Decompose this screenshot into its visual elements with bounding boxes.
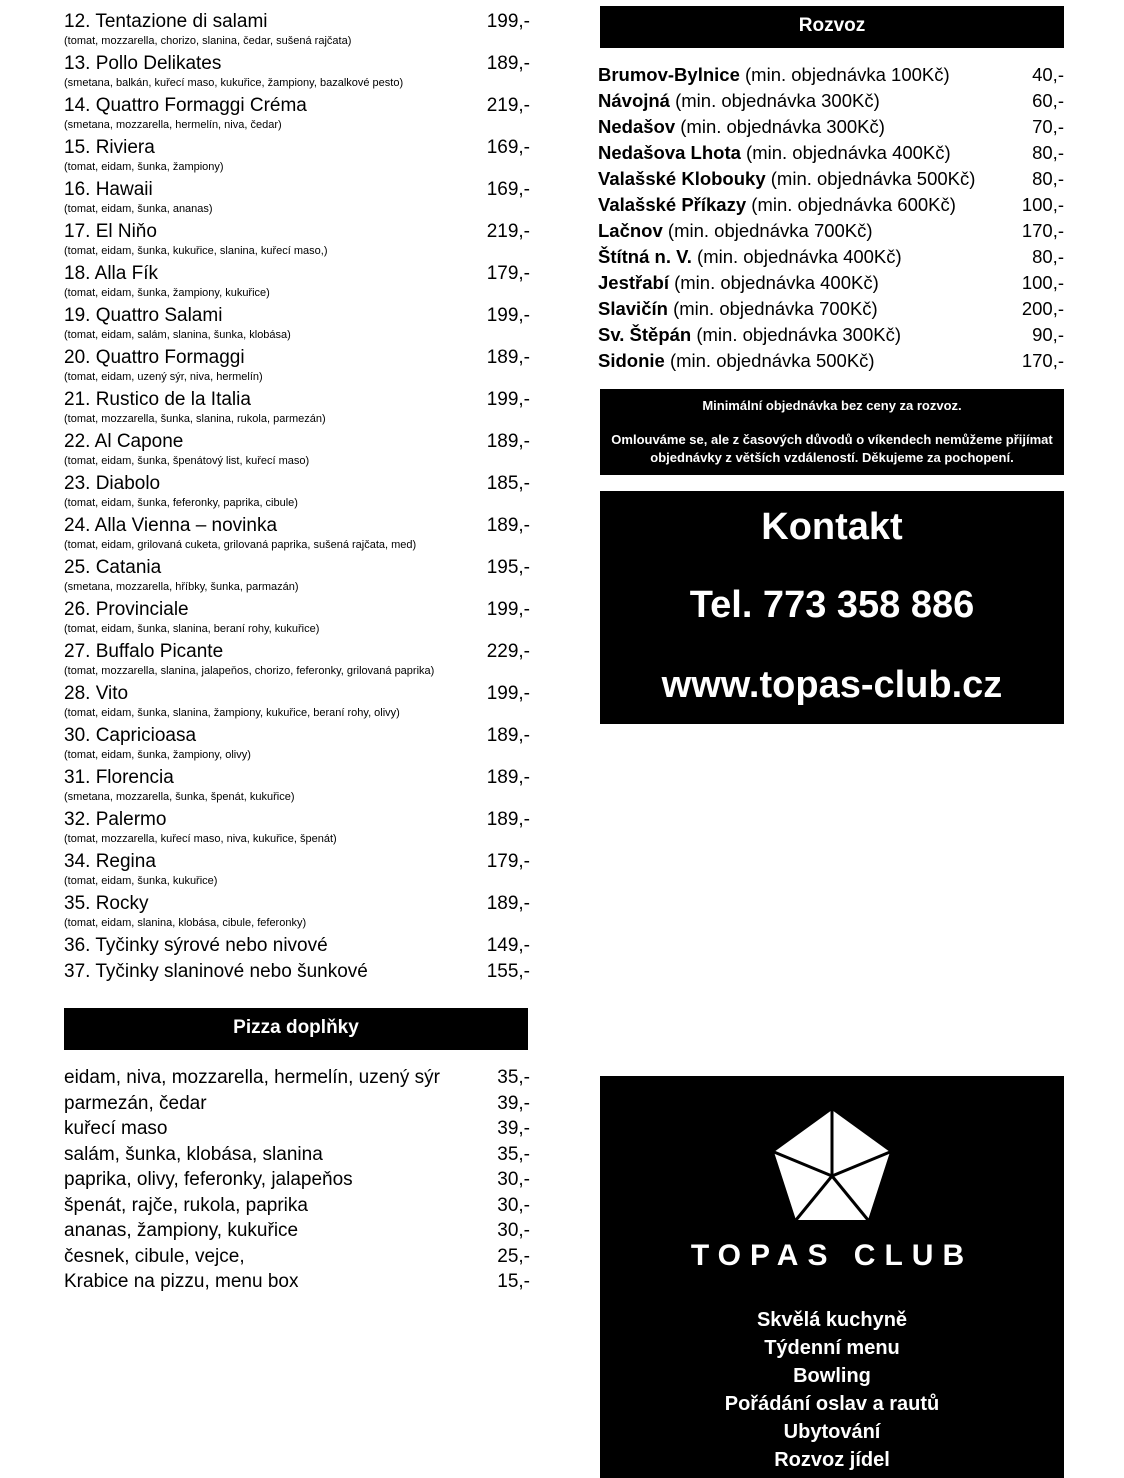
pizza-name: 24. Alla Vienna – novinka xyxy=(64,515,278,536)
zone-place: Jestřabí xyxy=(598,272,669,293)
pizza-item xyxy=(64,640,530,682)
note-line-1: Minimální objednávka bez ceny za rozvoz. xyxy=(702,398,962,413)
brand-box xyxy=(600,1076,1064,1478)
contact-title: Kontakt xyxy=(761,506,903,548)
pizza-price: 179,- xyxy=(486,263,530,284)
pizza-name: 28. Vito xyxy=(64,683,129,704)
delivery-note xyxy=(600,389,1064,475)
delivery-header xyxy=(600,6,1064,48)
extra-price: 15,- xyxy=(497,1271,530,1292)
zone-place: Sv. Štěpán xyxy=(598,324,692,345)
pizza-name: 20. Quattro Formaggi xyxy=(64,347,245,368)
extras-list xyxy=(64,1066,530,1296)
zone-minimum: (min. objednávka 600Kč) xyxy=(751,194,956,215)
pizza-ingredients: (tomat, eidam, šunka, žampiony, olivy) xyxy=(64,749,251,761)
zone-name xyxy=(598,218,873,244)
zone-price: 100,- xyxy=(1021,272,1064,293)
pizza-ingredients: (tomat, mozzarella, šunka, slanina, rukola, parmezán) xyxy=(64,413,326,425)
pizza-item xyxy=(64,808,530,850)
pizza-item xyxy=(64,178,530,220)
sticks-item xyxy=(64,934,530,960)
sticks-name: 36. Tyčinky sýrové nebo nivové xyxy=(64,935,328,956)
pizza-name: 18. Alla Fík xyxy=(64,263,158,284)
pizza-line xyxy=(64,304,530,328)
pizza-ingredients: (smetana, balkán, kuřecí maso, kukuřice, žampiony, bazalkové pesto) xyxy=(64,77,404,89)
extra-item xyxy=(64,1092,530,1118)
pizza-price: 189,- xyxy=(486,809,530,830)
pizza-ingredients: (tomat, eidam, šunka, žampiony) xyxy=(64,161,224,173)
zone-name xyxy=(598,348,875,374)
pizza-name: 17. El Niňo xyxy=(64,221,157,242)
pizza-item xyxy=(64,304,530,346)
zone-price: 200,- xyxy=(1021,298,1064,319)
pizza-name: 31. Florencia xyxy=(64,767,174,788)
note-line-2: Omlouváme se, ale z časových důvodů o víkendech nemůžeme přijímat xyxy=(611,432,1053,447)
pizza-price: 199,- xyxy=(486,389,530,410)
delivery-zone xyxy=(598,114,1064,140)
extra-name: česnek, cibule, vejce, xyxy=(64,1245,245,1267)
extra-item xyxy=(64,1066,530,1092)
pizza-line xyxy=(64,724,530,748)
zone-minimum: (min. objednávka 400Kč) xyxy=(674,272,879,293)
zone-price: 90,- xyxy=(1032,324,1064,345)
zone-name xyxy=(598,192,956,218)
pizza-item xyxy=(64,136,530,178)
delivery-zone xyxy=(598,244,1064,270)
pizza-line xyxy=(64,640,530,664)
pizza-price: 189,- xyxy=(486,893,530,914)
pizza-line xyxy=(64,388,530,412)
pizza-line xyxy=(64,892,530,916)
extra-item xyxy=(64,1245,530,1271)
sticks-price: 155,- xyxy=(486,961,530,982)
service-item: Skvělá kuchyně xyxy=(756,1309,908,1331)
pizza-line xyxy=(64,346,530,370)
delivery-zone xyxy=(598,218,1064,244)
pizza-price: 189,- xyxy=(486,347,530,368)
zone-name xyxy=(598,296,878,322)
delivery-zone xyxy=(598,296,1064,322)
pizza-line xyxy=(64,178,530,202)
pizza-name: 23. Diabolo xyxy=(64,473,161,494)
zone-place: Valašské Klobouky xyxy=(598,168,766,189)
extra-price: 39,- xyxy=(497,1092,530,1114)
delivery-title: Rozvoz xyxy=(798,15,866,36)
delivery-zone xyxy=(598,348,1064,374)
service-item: Rozvoz jídel xyxy=(774,1449,890,1471)
service-item: Pořádání oslav a rautů xyxy=(724,1393,940,1415)
service-item: Bowling xyxy=(793,1365,871,1387)
pizza-price: 185,- xyxy=(486,473,530,494)
zone-place: Sidonie xyxy=(598,350,665,371)
delivery-zone xyxy=(598,270,1064,296)
pizza-line xyxy=(64,556,530,580)
extra-name: ananas, žampiony, kukuřice xyxy=(64,1220,299,1241)
delivery-zone xyxy=(598,62,1064,88)
pizza-item xyxy=(64,346,530,388)
pizza-name: 35. Rocky xyxy=(64,893,149,914)
zone-price: 100,- xyxy=(1021,194,1064,215)
pizza-list xyxy=(64,10,530,934)
extra-price: 25,- xyxy=(497,1245,530,1267)
pizza-item xyxy=(64,10,530,52)
pizza-ingredients: (tomat, eidam, uzený sýr, niva, hermelín) xyxy=(64,371,263,383)
zone-price: 170,- xyxy=(1021,220,1064,241)
pizza-name: 14. Quattro Formaggi Créma xyxy=(64,95,307,116)
service-item: Ubytování xyxy=(783,1421,881,1443)
sticks-price: 149,- xyxy=(486,935,530,956)
pizza-line xyxy=(64,136,530,160)
delivery-zone xyxy=(598,88,1064,114)
extra-item xyxy=(64,1194,530,1220)
zone-place: Brumov-Bylnice xyxy=(598,64,740,85)
contact-phone[interactable]: Tel. 773 358 886 xyxy=(689,584,975,626)
delivery-zone xyxy=(598,140,1064,166)
zone-name xyxy=(598,166,975,192)
pizza-ingredients: (tomat, eidam, grilovaná cuketa, grilovaná paprika, sušená rajčata, med) xyxy=(64,539,417,551)
note-line-3: objednávky z větších vzdáleností. Děkujeme za pochopení. xyxy=(650,450,1014,465)
pizza-price: 199,- xyxy=(486,599,530,620)
pizza-name: 32. Palermo xyxy=(64,809,167,830)
contact-web[interactable]: www.topas-club.cz xyxy=(661,664,1003,706)
extra-item xyxy=(64,1270,530,1296)
pizza-ingredients: (tomat, eidam, šunka, žampiony, kukuřice) xyxy=(64,287,270,299)
pizza-price: 189,- xyxy=(486,53,530,74)
zone-name xyxy=(598,140,951,166)
zone-name xyxy=(598,322,901,348)
pizza-name: 22. Al Capone xyxy=(64,431,184,452)
pizza-line xyxy=(64,682,530,706)
extras-header xyxy=(64,1008,528,1050)
extra-name: parmezán, čedar xyxy=(64,1092,207,1114)
pizza-ingredients: (smetana, mozzarella, hermelín, niva, čedar) xyxy=(64,119,282,131)
pizza-line xyxy=(64,262,530,286)
pizza-name: 34. Regina xyxy=(64,851,156,872)
pizza-line xyxy=(64,430,530,454)
pizza-line xyxy=(64,10,530,34)
zone-place: Štítná n. V. xyxy=(598,246,692,267)
zone-name xyxy=(598,244,902,270)
extra-item xyxy=(64,1168,530,1194)
zone-minimum: (min. objednávka 500Kč) xyxy=(669,350,875,371)
pizza-line xyxy=(64,94,530,118)
zone-name xyxy=(598,270,879,296)
pizza-item xyxy=(64,430,530,472)
sticks-name: 37. Tyčinky slaninové nebo šunkové xyxy=(64,961,368,982)
pizza-ingredients: (tomat, eidam, šunka, kukuřice, slanina, kuřecí maso,) xyxy=(64,245,328,257)
pizza-ingredients: (tomat, eidam, šunka, slanina, beraní rohy, kukuřice) xyxy=(64,623,320,635)
pizza-item xyxy=(64,724,530,766)
extras-title: Pizza doplňky xyxy=(233,1017,359,1038)
pizza-item xyxy=(64,766,530,808)
zone-minimum: (min. objednávka 300Kč) xyxy=(680,116,885,137)
pizza-item xyxy=(64,262,530,304)
pizza-line xyxy=(64,808,530,832)
pizza-price: 189,- xyxy=(486,767,530,788)
extra-name: salám, šunka, klobása, slanina xyxy=(64,1143,323,1165)
delivery-zone xyxy=(598,322,1064,348)
zone-name xyxy=(598,62,950,88)
pizza-ingredients: (tomat, eidam, slanina, klobása, cibule, feferonky) xyxy=(64,917,307,929)
pizza-line xyxy=(64,220,530,244)
pizza-item xyxy=(64,556,530,598)
pizza-ingredients: (tomat, eidam, šunka, feferonky, paprika, cibule) xyxy=(64,497,298,509)
extra-name: Krabice na pizzu, menu box xyxy=(64,1271,299,1292)
zone-price: 80,- xyxy=(1032,246,1064,267)
pizza-price: 229,- xyxy=(486,641,530,662)
extra-price: 30,- xyxy=(497,1194,530,1216)
pizza-line xyxy=(64,514,530,538)
pizza-name: 30. Capricioasa xyxy=(64,725,197,746)
pizza-item xyxy=(64,850,530,892)
zone-price: 40,- xyxy=(1032,64,1064,85)
pizza-ingredients: (tomat, mozzarella, slanina, jalapeňos, chorizo, feferonky, grilovaná paprika) xyxy=(64,665,435,677)
extra-name: špenát, rajče, rukola, paprika xyxy=(64,1194,308,1216)
pizza-item xyxy=(64,514,530,556)
zone-minimum: (min. objednávka 300Kč) xyxy=(696,324,901,345)
zone-minimum: (min. objednávka 500Kč) xyxy=(770,168,976,189)
zone-place: Návojná xyxy=(598,90,670,111)
zone-price: 80,- xyxy=(1032,168,1064,189)
zone-place: Nedašov xyxy=(598,116,676,137)
delivery-list xyxy=(598,62,1064,374)
pizza-name: 27. Buffalo Picante xyxy=(64,641,224,662)
pizza-price: 195,- xyxy=(486,557,530,578)
pizza-price: 169,- xyxy=(486,179,530,200)
pizza-ingredients: (tomat, eidam, salám, slanina, šunka, klobása) xyxy=(64,329,291,341)
pizza-ingredients: (tomat, eidam, šunka, kukuřice) xyxy=(64,875,218,887)
pizza-ingredients: (tomat, mozzarella, kuřecí maso, niva, kukuřice, špenát) xyxy=(64,833,337,845)
pizza-item xyxy=(64,220,530,262)
pizza-item xyxy=(64,892,530,934)
services-list xyxy=(600,1306,1064,1474)
pizza-price: 189,- xyxy=(486,431,530,452)
extra-name: eidam, niva, mozzarella, hermelín, uzený sýr xyxy=(64,1067,440,1088)
delivery-zone xyxy=(598,192,1064,218)
pizza-line xyxy=(64,52,530,76)
zone-price: 170,- xyxy=(1021,350,1064,371)
pizza-ingredients: (smetana, mozzarella, hříbky, šunka, parmazán) xyxy=(64,581,299,593)
extra-price: 30,- xyxy=(497,1220,530,1241)
pizza-item xyxy=(64,94,530,136)
pizza-ingredients: (smetana, mozzarella, šunka, špenát, kukuřice) xyxy=(64,791,295,803)
pizza-price: 199,- xyxy=(486,11,530,32)
service-item: Týdenní menu xyxy=(764,1337,900,1359)
zone-minimum: (min. objednávka 100Kč) xyxy=(745,64,950,85)
extra-price: 39,- xyxy=(497,1118,530,1139)
zone-price: 60,- xyxy=(1032,90,1064,111)
extra-name: kuřecí maso xyxy=(64,1118,168,1139)
zone-price: 70,- xyxy=(1032,116,1064,137)
pentagon-gem-icon xyxy=(770,1106,894,1230)
pizza-ingredients: (tomat, eidam, šunka, ananas) xyxy=(64,203,213,215)
extra-item xyxy=(64,1143,530,1169)
pizza-item xyxy=(64,682,530,724)
pizza-name: 15. Riviera xyxy=(64,137,155,158)
pizza-name: 13. Pollo Delikates xyxy=(64,53,222,74)
pizza-name: 26. Provinciale xyxy=(64,599,189,620)
pizza-price: 219,- xyxy=(486,221,530,242)
extra-name: paprika, olivy, feferonky, jalapeňos xyxy=(64,1169,353,1190)
zone-place: Valašské Příkazy xyxy=(598,194,747,215)
extra-price: 30,- xyxy=(497,1169,530,1190)
pizza-price: 189,- xyxy=(486,725,530,746)
pizza-menu xyxy=(64,10,530,986)
extra-price: 35,- xyxy=(497,1143,530,1165)
zone-name xyxy=(598,114,885,140)
zone-minimum: (min. objednávka 300Kč) xyxy=(675,90,880,111)
zone-place: Lačnov xyxy=(598,220,663,241)
pizza-ingredients: (tomat, eidam, šunka, špenátový list, kuřecí maso) xyxy=(64,455,310,467)
delivery-zone xyxy=(598,166,1064,192)
sticks-item xyxy=(64,960,530,986)
extra-price: 35,- xyxy=(497,1067,530,1088)
brand-name: TOPAS CLUB xyxy=(690,1239,974,1272)
pizza-item xyxy=(64,472,530,514)
zone-minimum: (min. objednávka 400Kč) xyxy=(697,246,902,267)
pizza-line xyxy=(64,766,530,790)
pizza-name: 25. Catania xyxy=(64,557,162,578)
pizza-item xyxy=(64,52,530,94)
pizza-item xyxy=(64,388,530,430)
pizza-item xyxy=(64,598,530,640)
pizza-name: 16. Hawaii xyxy=(64,179,153,200)
pizza-ingredients: (tomat, eidam, šunka, slanina, žampiony, kukuřice, beraní rohy, olivy) xyxy=(64,707,400,719)
zone-name xyxy=(598,88,880,114)
pizza-ingredients: (tomat, mozzarella, chorizo, slanina, čedar, sušená rajčata) xyxy=(64,35,352,47)
zone-minimum: (min. objednávka 700Kč) xyxy=(673,298,878,319)
pizza-price: 199,- xyxy=(486,305,530,326)
zone-minimum: (min. objednávka 700Kč) xyxy=(667,220,873,241)
pizza-price: 189,- xyxy=(486,515,530,536)
pizza-price: 169,- xyxy=(486,137,530,158)
pizza-line xyxy=(64,850,530,874)
zone-place: Nedašova Lhota xyxy=(598,142,741,163)
pizza-price: 179,- xyxy=(486,851,530,872)
extra-item xyxy=(64,1117,530,1143)
contact-box xyxy=(600,491,1064,724)
pizza-line xyxy=(64,598,530,622)
pizza-price: 219,- xyxy=(486,95,530,116)
pizza-name: 21. Rustico de la Italia xyxy=(64,389,251,410)
zone-price: 80,- xyxy=(1032,142,1064,163)
pizza-name: 12. Tentazione di salami xyxy=(64,11,268,32)
pizza-price: 199,- xyxy=(486,683,530,704)
sticks-list xyxy=(64,934,530,986)
extra-item xyxy=(64,1219,530,1245)
pizza-line xyxy=(64,472,530,496)
zone-place: Slavičín xyxy=(598,298,668,319)
pizza-name: 19. Quattro Salami xyxy=(64,305,223,326)
zone-minimum: (min. objednávka 400Kč) xyxy=(746,142,951,163)
